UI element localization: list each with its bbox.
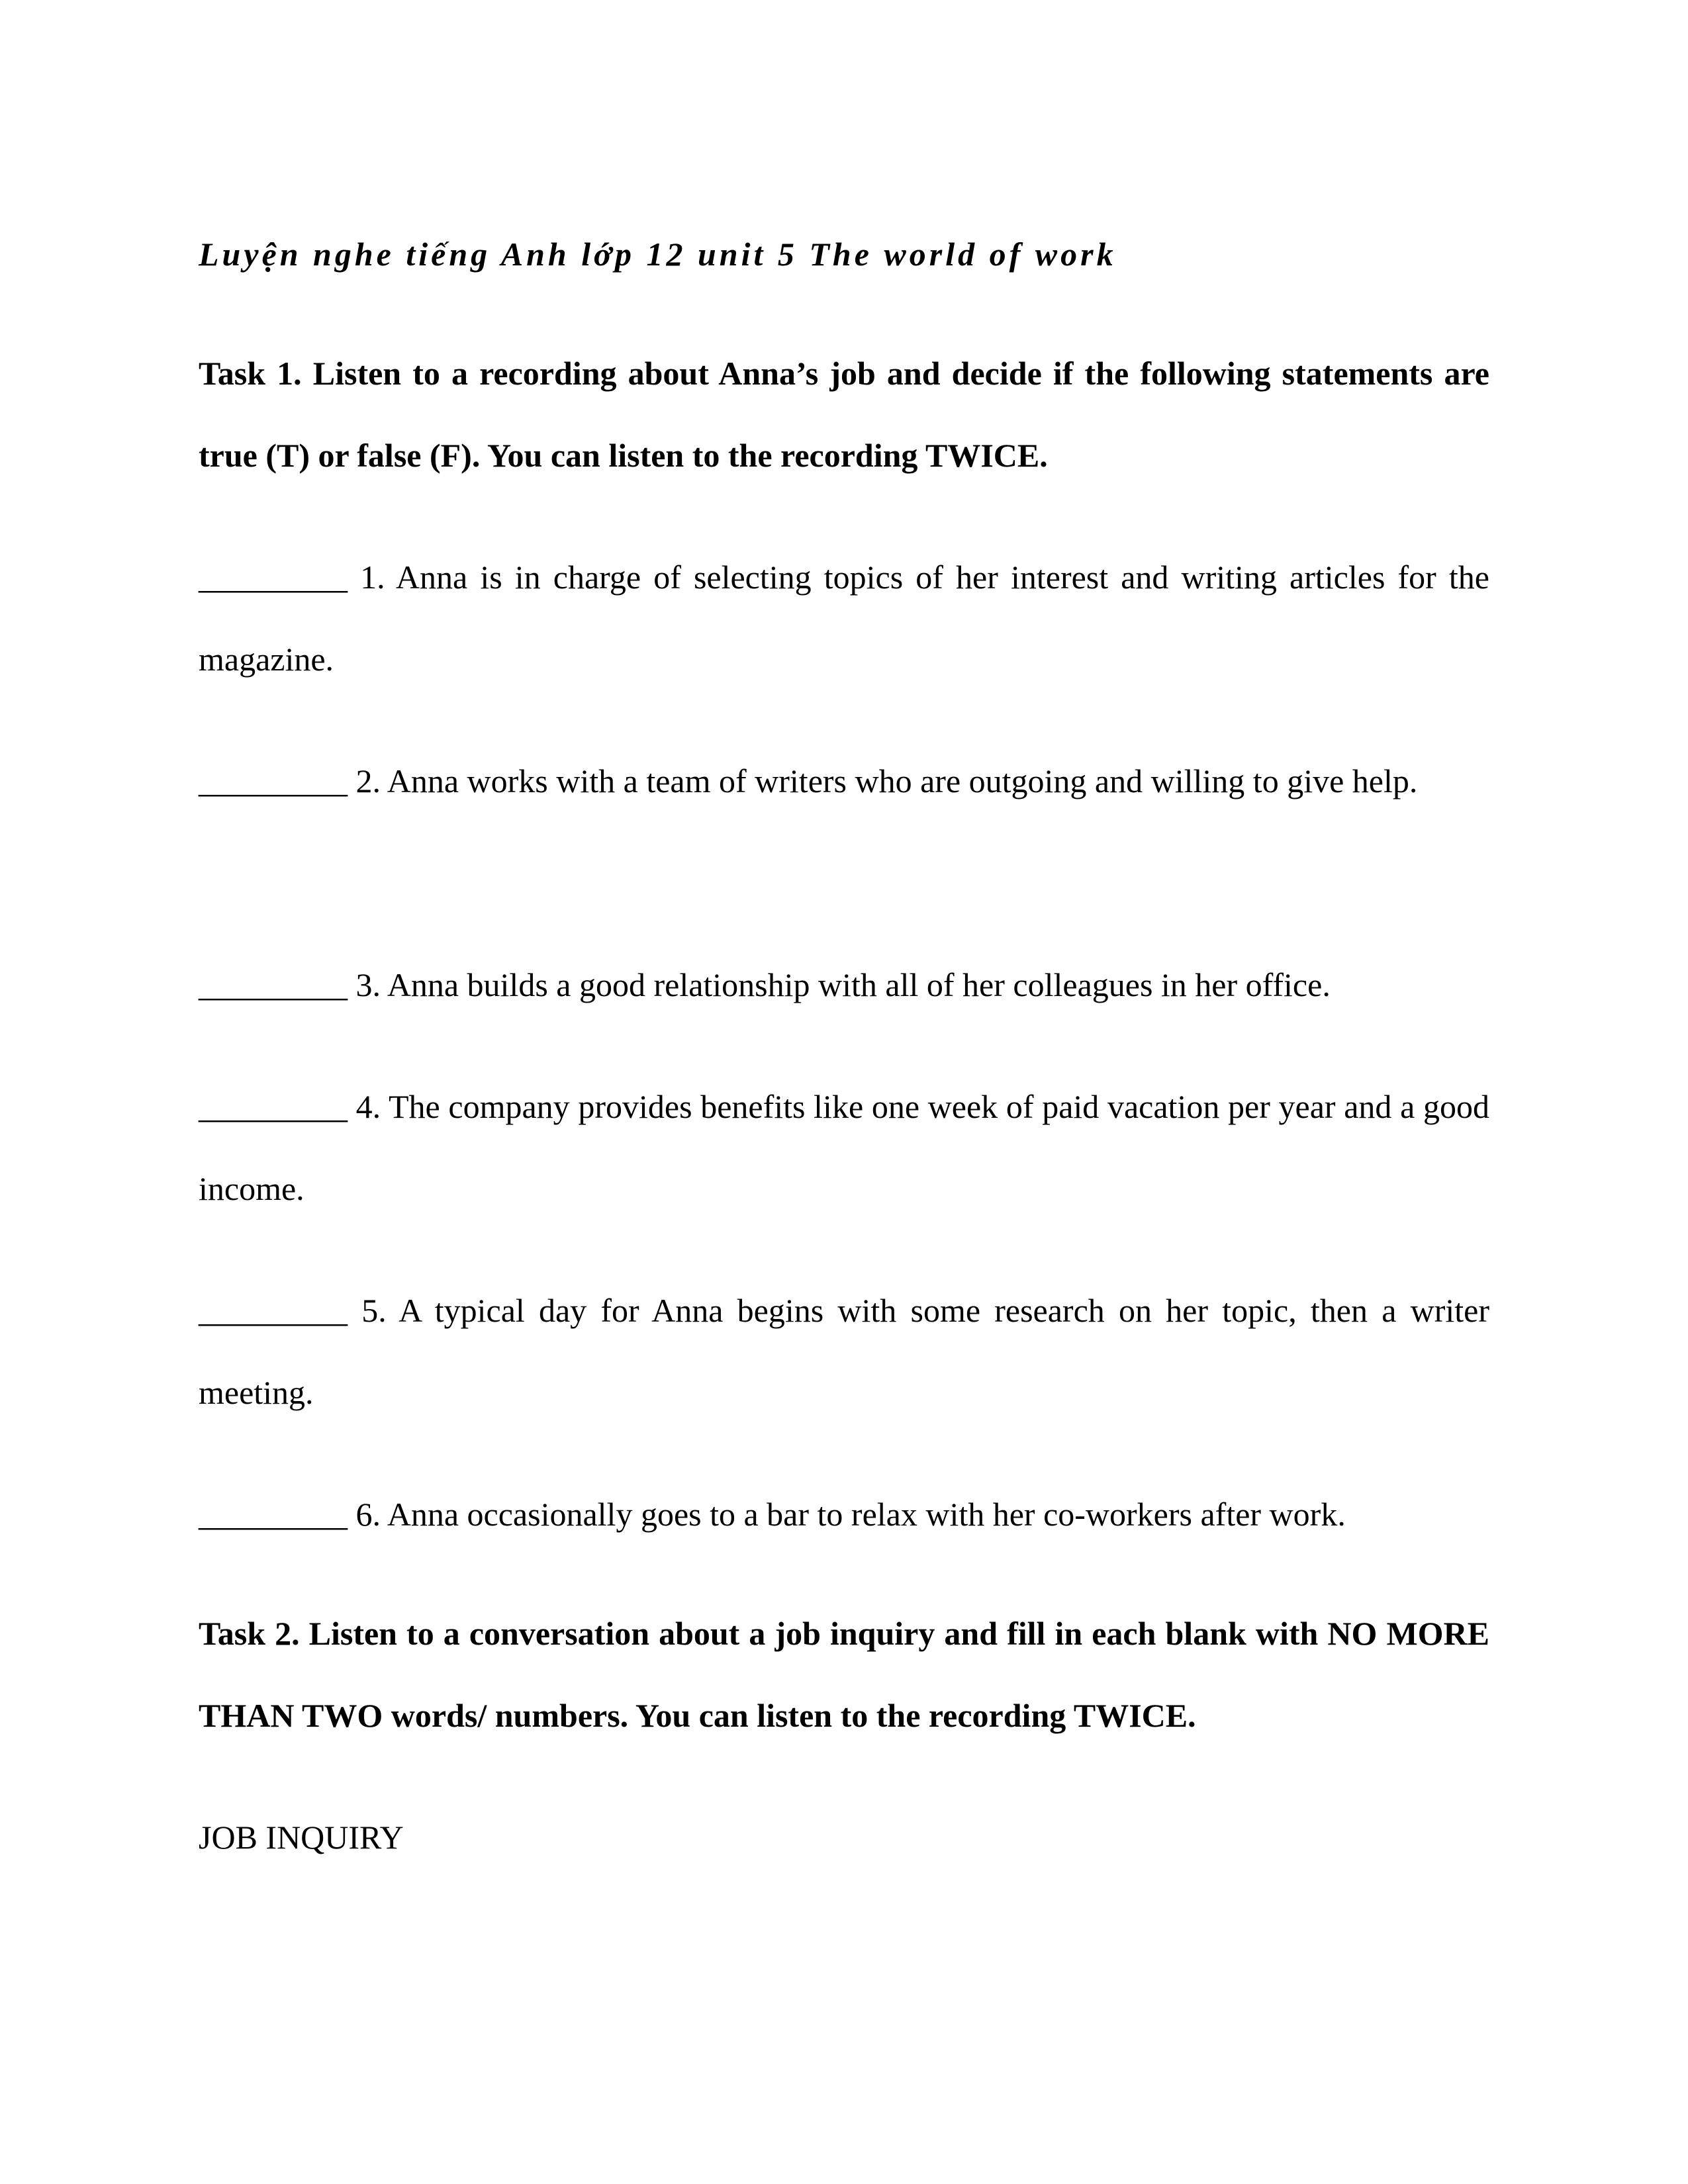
statement-text-5: 5. A typical day for Anna begins with some research on her topic, then a writer meeting. <box>199 1292 1489 1411</box>
answer-blank-6[interactable]: _________ <box>199 1496 348 1533</box>
task1-item-5 <box>199 1269 1489 1433</box>
document-title: Luyện nghe tiếng Anh lớp 12 unit 5 The world of work <box>199 236 1117 273</box>
statement-text-6: 6. Anna occasionally goes to a bar to relax with her co-workers after work. <box>348 1496 1346 1533</box>
statement-text-2: 2. Anna works with a team of writers who are outgoing and willing to give help. <box>348 762 1418 799</box>
answer-blank-2[interactable]: _________ <box>199 762 348 799</box>
answer-blank-1[interactable]: _________ <box>199 559 348 596</box>
statement-text-4: 4. The company provides benefits like one week of paid vacation per year and a good income. <box>199 1088 1489 1207</box>
answer-blank-5[interactable]: _________ <box>199 1292 348 1329</box>
statement-text-3: 3. Anna builds a good relationship with all of her colleagues in her office. <box>348 966 1331 1003</box>
task2-instruction: Task 2. Listen to a conversation about a job inquiry and fill in each blank with NO MORE THAN TWO words/ numbers. You can listen to the recording TWICE. <box>199 1615 1489 1734</box>
answer-blank-4[interactable]: _________ <box>199 1088 348 1125</box>
statement-text-1: 1. Anna is in charge of selecting topics of her interest and writing articles for the magazine. <box>199 559 1489 678</box>
task1-instruction: Task 1. Listen to a recording about Anna’s job and decide if the following statements are true (T) or false (F). You can listen to the recording TWICE. <box>199 355 1489 474</box>
answer-blank-3[interactable]: _________ <box>199 966 348 1003</box>
job-inquiry-heading: JOB INQUIRY <box>199 1819 404 1856</box>
task1-item-3 <box>199 944 1489 1026</box>
task1-item-1 <box>199 536 1489 700</box>
task1-item-2 <box>199 740 1489 822</box>
task1-item-4 <box>199 1066 1489 1230</box>
task1-item-6 <box>199 1473 1489 1555</box>
